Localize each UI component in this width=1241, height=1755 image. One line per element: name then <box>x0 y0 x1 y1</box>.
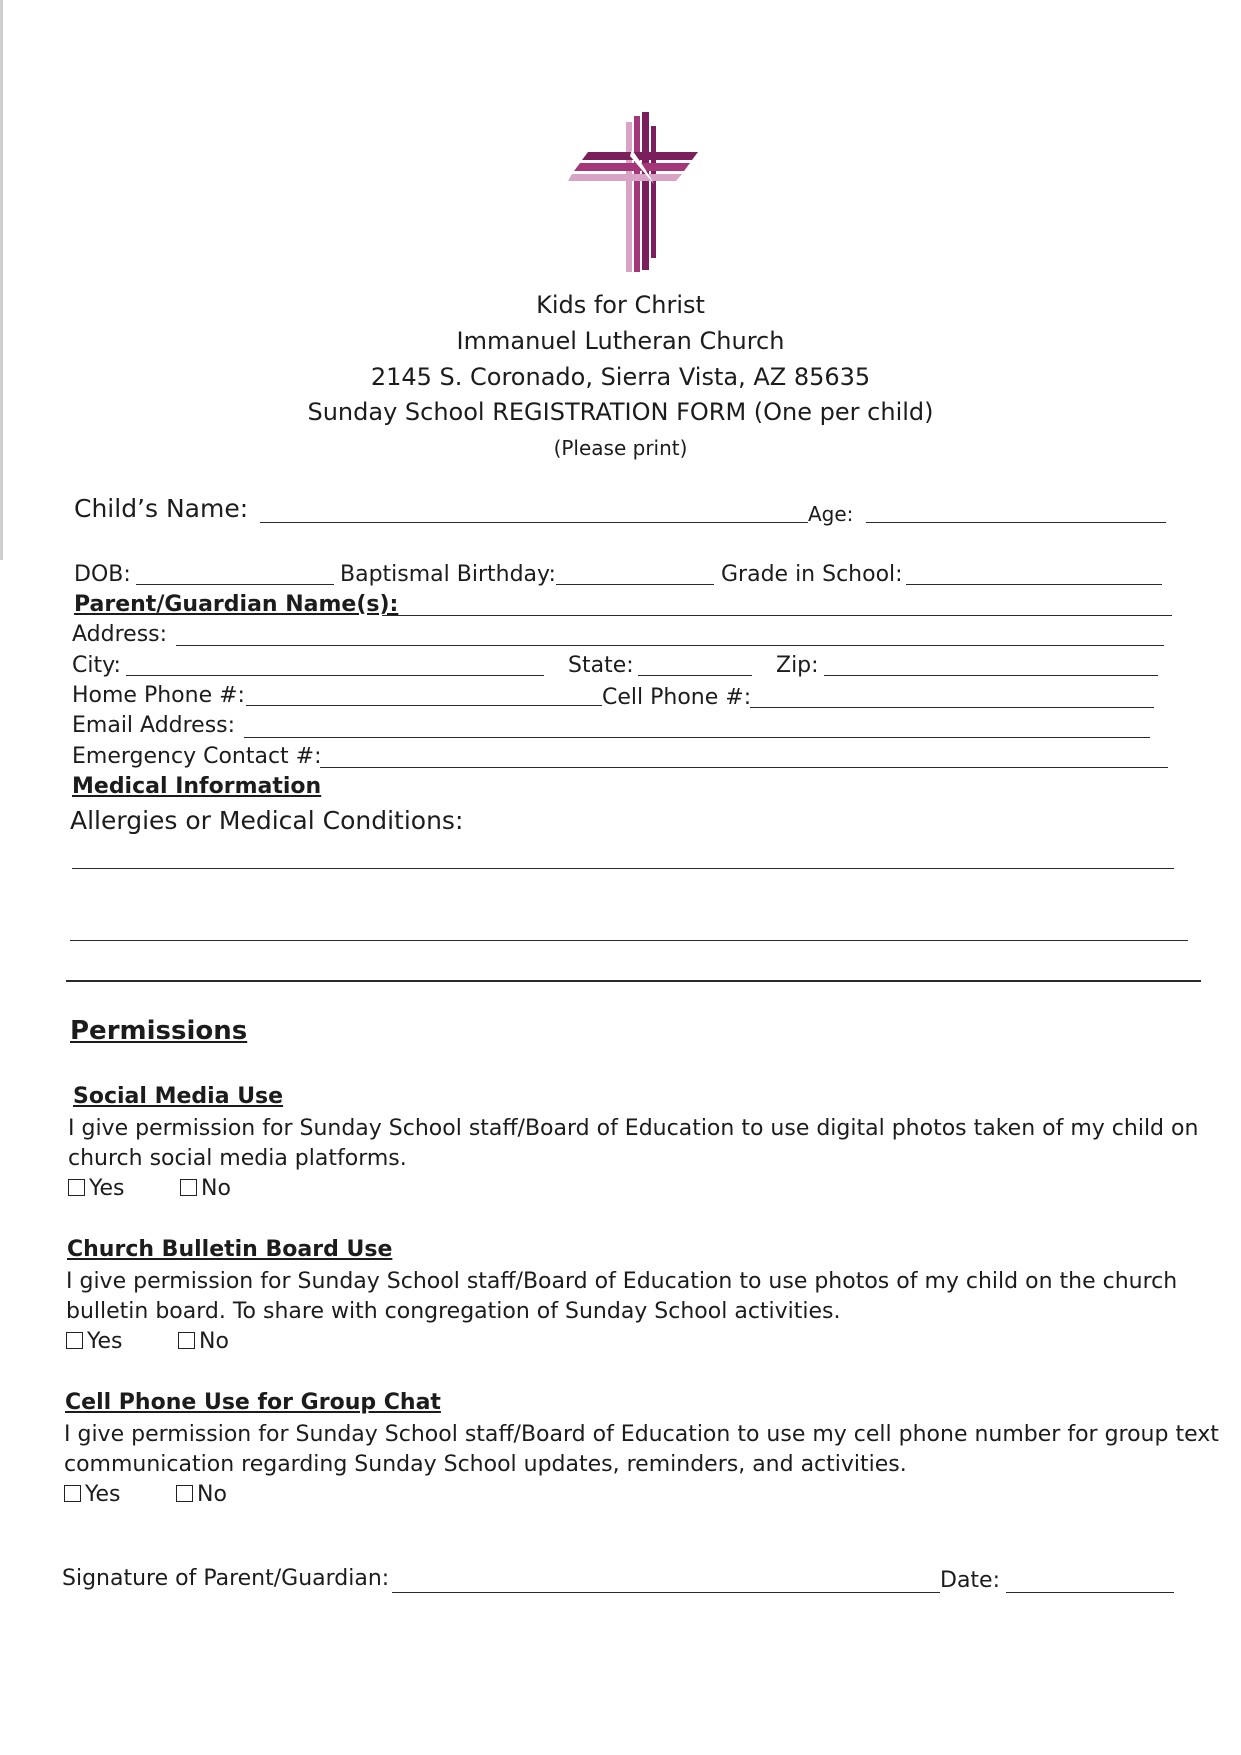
group-chat-no[interactable]: No <box>176 1482 227 1507</box>
age-label: Age: <box>808 502 854 526</box>
bulletin-board-yes-checkbox[interactable] <box>66 1332 83 1349</box>
social-media-no-checkbox[interactable] <box>180 1179 197 1196</box>
address-field[interactable] <box>176 645 1164 646</box>
group-chat-text-1: I give permission for Sunday School staff/Board of Education to use my cell phone number for group text <box>64 1422 1219 1447</box>
dob-field[interactable] <box>136 584 334 585</box>
cell-phone-label: Cell Phone #: <box>602 685 752 710</box>
bulletin-board-no[interactable]: No <box>178 1329 229 1354</box>
program-title: Kids for Christ <box>536 291 705 319</box>
home-phone-label: Home Phone #: <box>72 683 245 708</box>
home-phone-field[interactable] <box>246 705 602 706</box>
zip-label: Zip: <box>776 653 819 678</box>
bulletin-board-title: Church Bulletin Board Use <box>67 1237 393 1262</box>
email-label: Email Address: <box>72 713 236 738</box>
grade-label: Grade in School: <box>721 562 903 587</box>
allergies-line-2[interactable] <box>70 940 1188 941</box>
zip-field[interactable] <box>824 675 1158 676</box>
dob-label: DOB: <box>74 562 131 587</box>
church-address: 2145 S. Coronado, Sierra Vista, AZ 85635 <box>370 363 871 391</box>
group-chat-yes-checkbox[interactable] <box>64 1485 81 1502</box>
parent-names-label: Parent/Guardian Name(s): <box>74 592 399 617</box>
allergies-label: Allergies or Medical Conditions: <box>70 806 464 835</box>
email-field[interactable] <box>244 737 1150 738</box>
group-chat-no-checkbox[interactable] <box>176 1485 193 1502</box>
cross-logo <box>568 112 718 284</box>
cell-phone-field[interactable] <box>750 707 1154 708</box>
address-label: Address: <box>72 622 168 647</box>
bulletin-board-text-1: I give permission for Sunday School staff/Board of Education to use photos of my child on the church <box>66 1269 1178 1294</box>
social-media-yes-checkbox[interactable] <box>68 1179 85 1196</box>
print-instruction: (Please print) <box>553 436 688 460</box>
age-field[interactable] <box>866 522 1166 523</box>
bulletin-board-no-checkbox[interactable] <box>178 1332 195 1349</box>
signature-field[interactable] <box>392 1592 940 1593</box>
state-field[interactable] <box>638 675 752 676</box>
bulletin-board-text-2: bulletin board. To share with congregation of Sunday School activities. <box>66 1299 841 1324</box>
group-chat-title: Cell Phone Use for Group Chat <box>65 1390 441 1415</box>
emergency-contact-label: Emergency Contact #: <box>72 744 322 769</box>
allergies-line-1[interactable] <box>72 868 1174 869</box>
social-media-text-1: I give permission for Sunday School staff/Board of Education to use digital photos taken of my child on <box>68 1116 1199 1141</box>
social-media-title: Social Media Use <box>73 1084 284 1109</box>
social-media-text-2: church social media platforms. <box>68 1146 407 1171</box>
bulletin-board-yes[interactable]: Yes <box>66 1329 123 1354</box>
church-name: Immanuel Lutheran Church <box>456 327 785 355</box>
social-media-yes[interactable]: Yes <box>68 1176 125 1201</box>
city-field[interactable] <box>126 675 544 676</box>
date-label: Date: <box>940 1568 1000 1593</box>
date-field[interactable] <box>1006 1592 1174 1593</box>
group-chat-text-2: communication regarding Sunday School updates, reminders, and activities. <box>64 1452 907 1477</box>
section-divider <box>66 980 1201 982</box>
child-name-label: Child’s Name: <box>74 494 249 523</box>
state-label: State: <box>568 653 634 678</box>
medical-heading: Medical Information <box>72 774 322 799</box>
child-name-field[interactable] <box>260 522 808 523</box>
permissions-heading: Permissions <box>70 1016 248 1046</box>
emergency-contact-field[interactable] <box>320 767 1168 768</box>
grade-field[interactable] <box>906 584 1162 585</box>
baptismal-birthday-label: Baptismal Birthday: <box>340 562 556 587</box>
parent-names-field[interactable] <box>382 615 1172 616</box>
scan-edge <box>0 0 3 560</box>
city-label: City: <box>72 653 121 678</box>
baptismal-birthday-field[interactable] <box>556 584 714 585</box>
social-media-no[interactable]: No <box>180 1176 231 1201</box>
form-title: Sunday School REGISTRATION FORM (One per child) <box>307 398 934 426</box>
group-chat-yes[interactable]: Yes <box>64 1482 121 1507</box>
signature-label: Signature of Parent/Guardian: <box>62 1566 390 1591</box>
